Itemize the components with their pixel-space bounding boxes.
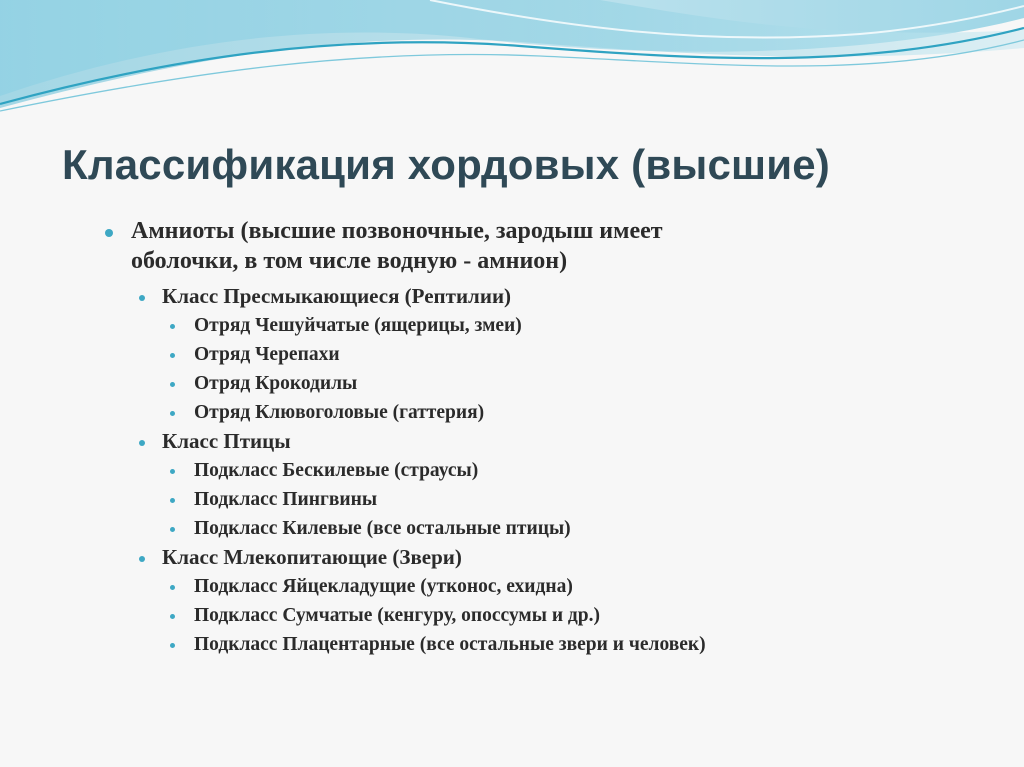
bullet-icon — [170, 469, 175, 474]
list-item-class-birds — [139, 427, 965, 456]
bullet-icon — [105, 229, 113, 237]
bullet-icon — [170, 585, 175, 590]
bullet-icon — [170, 324, 175, 329]
slide-content — [105, 216, 965, 659]
amniotes-line-1: Амниоты (высшие позвоночные, зародыш имеет — [131, 218, 663, 244]
bullet-icon — [170, 353, 175, 358]
bullet-icon — [170, 382, 175, 387]
list-item-class-mammals — [139, 543, 965, 572]
order-label: Отряд Крокодилы — [194, 373, 358, 394]
subclass-label: Подкласс Пингвины — [194, 489, 378, 510]
list-item-subclass — [170, 514, 965, 543]
bullet-icon — [170, 614, 175, 619]
list-item-subclass — [170, 630, 965, 659]
class-reptiles-label: Класс Пресмыкающиеся (Рептилии) — [162, 284, 512, 308]
subclass-label: Подкласс Бескилевые (страусы) — [194, 460, 479, 481]
subclass-label: Подкласс Килевые (все остальные птицы) — [194, 518, 571, 539]
header-wave-decoration — [0, 0, 1024, 115]
list-item-subclass — [170, 572, 965, 601]
subclass-label: Подкласс Сумчатые (кенгуру, опоссумы и др.) — [194, 605, 601, 626]
slide-title: Классификация хордовых (высшие) — [62, 141, 830, 188]
list-item-subclass — [170, 601, 965, 630]
list-item-order — [170, 311, 965, 340]
bullet-icon — [139, 295, 145, 301]
bullet-icon — [170, 643, 175, 648]
class-mammals-label: Класс Млекопитающие (Звери) — [162, 545, 462, 569]
list-item-amniotes — [105, 216, 965, 276]
order-label: Отряд Чешуйчатые (ящерицы, змеи) — [194, 315, 522, 336]
bullet-icon — [139, 440, 145, 446]
class-birds-label: Класс Птицы — [162, 429, 291, 453]
order-label: Отряд Черепахи — [194, 344, 340, 365]
bullet-icon — [170, 498, 175, 503]
subclass-label: Подкласс Плацентарные (все остальные звери и человек) — [194, 634, 706, 655]
list-item-subclass — [170, 456, 965, 485]
order-label: Отряд Клювоголовые (гаттерия) — [194, 402, 485, 423]
amniotes-line-2: оболочки, в том числе водную - амнион) — [131, 248, 568, 274]
list-item-order — [170, 369, 965, 398]
list-item-class-reptiles — [139, 282, 965, 311]
bullet-icon — [170, 527, 175, 532]
bullet-icon — [139, 556, 145, 562]
list-item-subclass — [170, 485, 965, 514]
list-item-order — [170, 340, 965, 369]
subclass-label: Подкласс Яйцекладущие (утконос, ехидна) — [194, 576, 573, 597]
list-item-order — [170, 398, 965, 427]
bullet-icon — [170, 411, 175, 416]
